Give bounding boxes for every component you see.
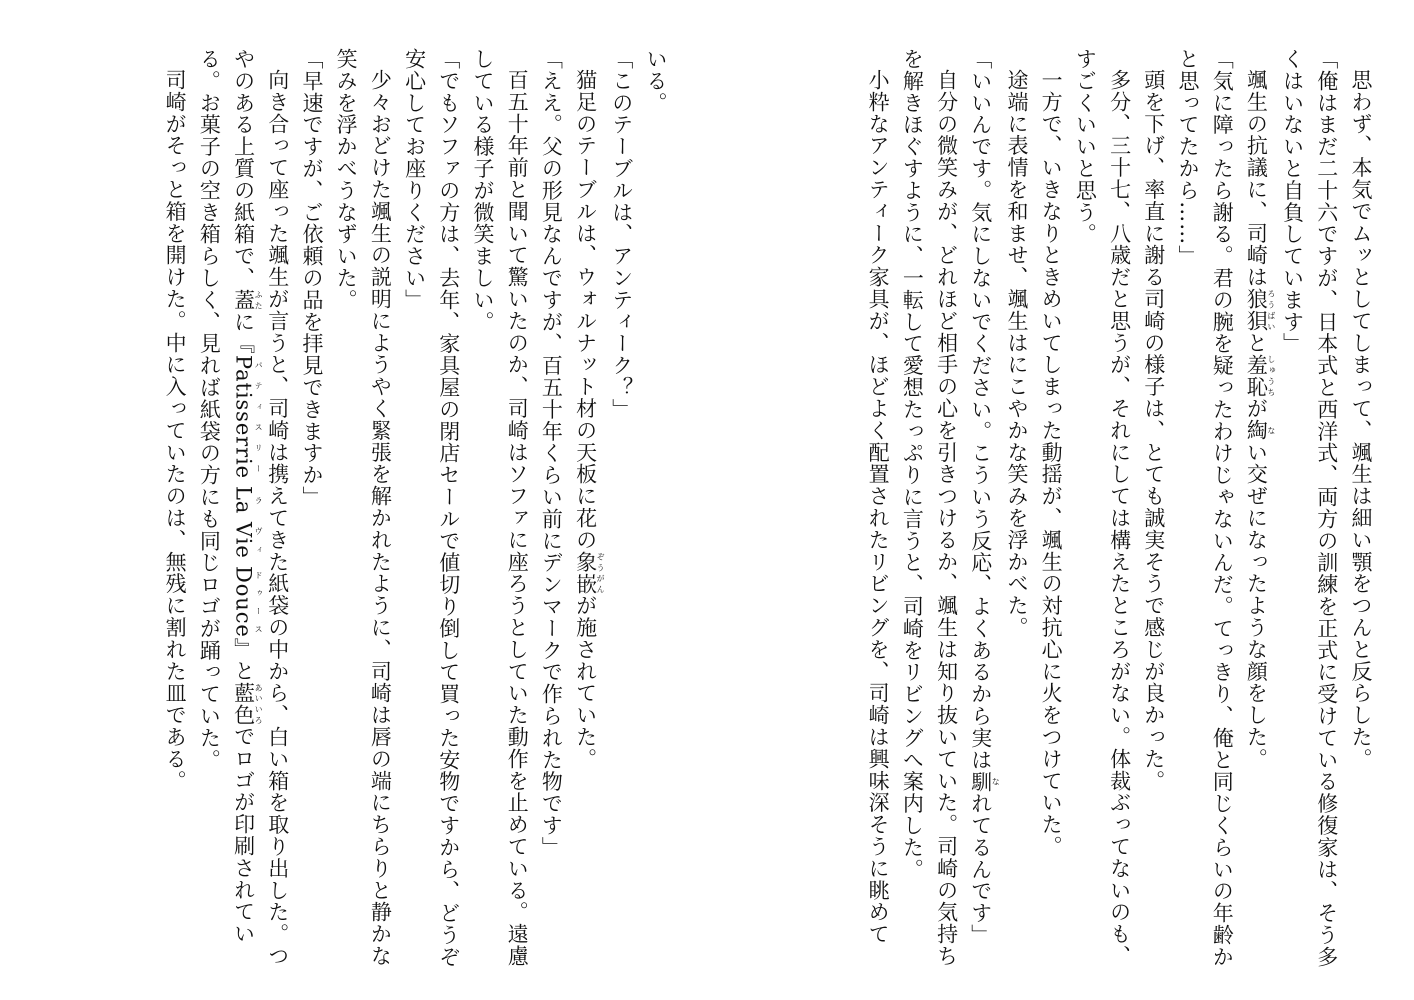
paragraph: 百五十年前と聞いて驚いたのか、司崎はソファに座ろうとしていた動作を止めている。遠慮している様子が微笑ましい。 xyxy=(470,48,530,967)
paragraph: 「このテーブルは、アンティーク？」 xyxy=(609,48,634,421)
paragraph: 「でもソファの方は、去年、家具屋の閉店セールで値切り倒して買った安物ですから、どうぞ安心してお座りください」 xyxy=(402,48,461,968)
paragraph: 自分の微笑みが、どれほど相手の心を引きつけるか、颯生は知り抜いていた。司崎の気持ちを解きほぐすように、一転して愛想たっぷりに言うと、司崎をリビングへ案内した。 xyxy=(900,48,959,967)
paragraph: 頭を下げ、率直に謝る司崎の様子は、とても誠実そうで感じが良かった。 xyxy=(1141,69,1166,792)
furigana-word: 羞恥しゅうち xyxy=(1244,353,1276,398)
furigana-reading: ラ xyxy=(254,486,264,515)
paragraph: 司崎がそっと箱を開けた。中に入っていたのは、無残に割れた皿である。 xyxy=(163,69,188,792)
furigana-word: 馴な xyxy=(968,770,1001,793)
paragraph: 向き合って座った颯生が言うと、司崎は携えてきた紙袋の中から、白い箱を取り出した。つやのある上質の紙箱で、蓋ふたに『Patisserrieパティスリー Laラ Vieヴィ Douceドゥース』と藍色あいいろでロゴが印刷されている。お菓子の空き箱らしく、見れば紙袋の方にも同じロゴが踊っていた。 xyxy=(197,48,290,967)
furigana-reading: ふた xyxy=(254,288,264,311)
left-page-text xyxy=(33,48,673,978)
paragraph: 小粋なアンティーク家具が、ほどよく配置されたリビングを、司崎は興味深そうに眺めて xyxy=(866,69,891,945)
right-page xyxy=(707,0,1414,1000)
paragraph: 猫足のテーブルは、ウォルナット材の天板に花の象嵌ぞうがんが施されていた。 xyxy=(573,69,606,770)
paragraph: 少々おどけた颯生の説明にようやく緊張を解かれたように、司崎は唇の端にちらりと静かな笑みを浮かべうなずいた。 xyxy=(334,48,393,967)
furigana-word: Vieヴィ xyxy=(231,522,264,559)
paragraph: 途端に表情を和ませ、颯生はにこやかな笑みを浮かべた。 xyxy=(1004,69,1029,639)
paragraph: 颯生の抗議に、司崎は狼狽ろうばいと羞恥しゅうちが綯ない交ぜになったような顔をした。 xyxy=(1244,69,1276,770)
paragraph: いる。 xyxy=(644,48,668,114)
furigana-reading: ぞうがん xyxy=(596,550,606,595)
paragraph: 「ええ。父の形見なんですが、百五十年くらい前にデンマークで作られた物です」 xyxy=(539,48,564,859)
paragraph: 「いいんです。気にしないでください。こういう反応、よくあるから実は馴なれてるんです」 xyxy=(968,48,1001,946)
furigana-word: 象嵌ぞうがん xyxy=(573,550,606,595)
furigana-reading: しゅうち xyxy=(1266,353,1276,398)
furigana-reading: ドゥース xyxy=(254,566,264,638)
furigana-reading: パティスリー xyxy=(254,354,264,479)
furigana-word: Laラ xyxy=(231,486,264,515)
furigana-word: Patisserrieパティスリー xyxy=(231,354,264,479)
paragraph: 「俺はまだ二十六ですが、日本式と西洋式、両方の訓練を正式に受けている修復家は、そう多くはいないと自負しています」 xyxy=(1280,48,1339,968)
furigana-reading: ヴィ xyxy=(254,522,264,559)
paragraph: 一方で、いきなりときめいてしまった動揺が、颯生の対抗心に火をつけていた。 xyxy=(1039,69,1064,858)
paragraph: 「気に障ったら謝る。君の腕を疑ったわけじゃないんだ。てっきり、俺と同じくらいの年齢かと思ってたから……」 xyxy=(1175,48,1235,968)
paragraph: 多分、三十七、八歳だと思うが、それにしては構えたところがない。体裁ぶってないのも、すごくいいと思う。 xyxy=(1073,48,1132,967)
paragraph: 「早速ですが、ご依頼の品を拝見できますか」 xyxy=(299,48,324,508)
furigana-word: Douceドゥース xyxy=(231,566,264,638)
furigana-word: 蓋ふた xyxy=(231,288,264,311)
furigana-reading: な xyxy=(1266,419,1276,442)
paragraph: 思わず、本気でムッとしてしまって、颯生は細い顎をつんと反らした。 xyxy=(1349,69,1373,770)
furigana-word: 綯な xyxy=(1244,419,1276,442)
right-page-text xyxy=(738,48,1378,978)
furigana-word: 藍色あいいろ xyxy=(231,681,264,726)
furigana-reading: ろうばい xyxy=(1266,288,1276,332)
furigana-word: 狼狽ろうばい xyxy=(1244,288,1276,332)
furigana-reading: な xyxy=(991,770,1001,793)
furigana-reading: あいいろ xyxy=(254,681,264,726)
